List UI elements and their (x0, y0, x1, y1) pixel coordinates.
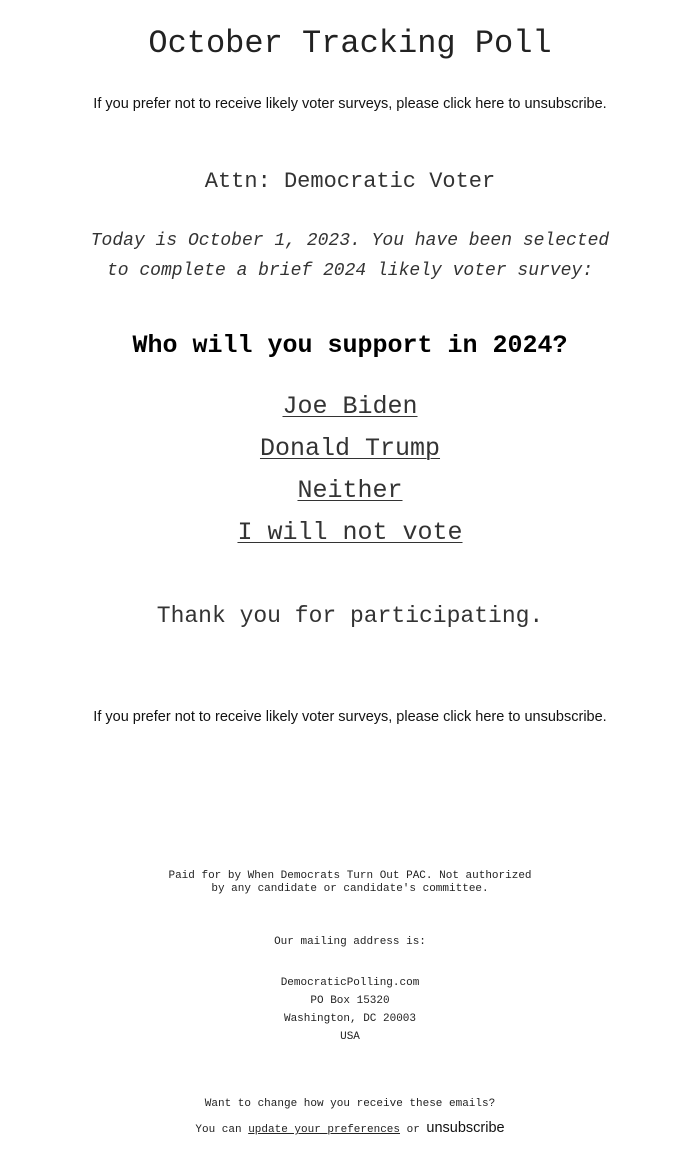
unsubscribe-notice-top (0, 94, 700, 114)
unsubscribe-notice-suffix: to unsubscribe. (504, 709, 607, 725)
attn-heading: Attn: Democratic Voter (204, 169, 496, 194)
mailing-address-heading: Our mailing address is: (274, 936, 426, 948)
option-neither-link[interactable]: Neither (297, 476, 403, 505)
unsubscribe-click-here-link-bottom[interactable]: click here (443, 709, 505, 725)
unsubscribe-notice-suffix: to unsubscribe. (504, 96, 607, 112)
option-item (0, 386, 700, 428)
page-title: October Tracking Poll (148, 25, 552, 62)
change-preferences-question: Want to change how you receive these emails? (204, 1098, 496, 1110)
paid-line-1: Paid for by When Democrats Turn Out PAC. Not authorized (168, 870, 532, 882)
intro-line-1: Today is October 1, 2023. You have been selected (90, 231, 610, 251)
intro-text (0, 226, 700, 286)
address-line: Washington, DC 20003 (283, 1013, 417, 1025)
option-joe-biden-link[interactable]: Joe Biden (282, 392, 418, 421)
unsubscribe-footer-link[interactable]: unsubscribe (426, 1120, 505, 1136)
answer-options (0, 386, 700, 554)
unsubscribe-notice-bottom (0, 707, 700, 727)
survey-question: Who will you support in 2024? (132, 331, 568, 360)
preferences-line (0, 1118, 700, 1140)
address-line: USA (340, 1031, 360, 1043)
option-donald-trump-link[interactable]: Donald Trump (259, 434, 441, 463)
option-item (0, 470, 700, 512)
option-item (0, 428, 700, 470)
unsubscribe-notice-prefix: If you prefer not to receive likely voter surveys, please (93, 96, 444, 112)
address-line: PO Box 15320 (310, 995, 390, 1007)
option-will-not-vote-link[interactable]: I will not vote (237, 518, 463, 547)
mailing-address (0, 974, 700, 1046)
unsubscribe-click-here-link-top[interactable]: click here (443, 96, 505, 112)
prefs-prefix: You can (195, 1124, 249, 1136)
address-line: DemocraticPolling.com (280, 977, 420, 989)
paid-line-2: by any candidate or candidate's committee. (211, 883, 489, 895)
update-preferences-link[interactable]: update your preferences (248, 1124, 401, 1136)
thank-you-message: Thank you for participating. (156, 603, 544, 629)
prefs-middle: or (400, 1124, 427, 1136)
intro-line-2: to complete a brief 2024 likely voter survey: (106, 261, 594, 281)
paid-for-disclaimer (0, 870, 700, 896)
option-item (0, 512, 700, 554)
unsubscribe-notice-prefix: If you prefer not to receive likely voter surveys, please (93, 709, 444, 725)
